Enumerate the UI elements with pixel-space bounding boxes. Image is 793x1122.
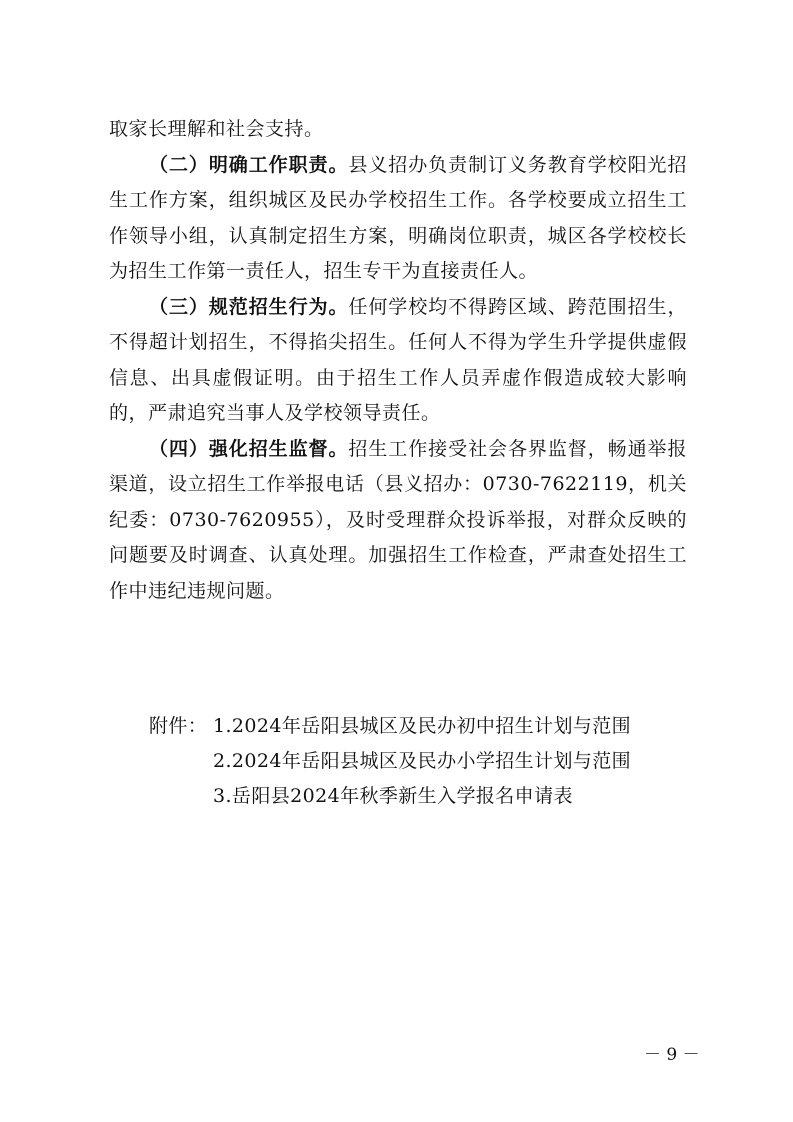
paragraph-continuation: 取家长理解和社会支持。 <box>109 118 324 140</box>
attachment-item-3: 3.岳阳县2024年秋季新生入学报名申请表 <box>213 785 573 807</box>
attachments-label: 附件： <box>149 715 208 737</box>
section-heading-enrollment-conduct: （三）规范招生行为。 <box>149 295 349 318</box>
attachment-row <box>149 744 709 779</box>
paragraph-work-duties <box>109 148 687 290</box>
paragraph-enrollment-conduct <box>109 290 687 432</box>
document-body <box>109 112 687 609</box>
section-heading-work-duties: （二）明确工作职责。 <box>149 153 349 176</box>
attachment-row <box>149 779 709 814</box>
paragraph-body-supervision: 招生工作接受社会各界监督，畅通举报渠道，设立招生工作举报电话（县义招办：0730-7622119，机关纪委：0730-7620955），及时受理群众投诉举报，对群众反映的问题要及时调查、认真处理。加强招生工作检查，严肃查处招生工作中违纪违规问题。 <box>109 437 687 602</box>
paragraph-body-enrollment-conduct: 任何学校均不得跨区域、跨范围招生，不得超计划招生，不得掐尖招生。任何人不得为学生升学提供虚假信息、出具虚假证明。由于招生工作人员弄虚作假造成较大影响的，严肃追究当事人及学校领导责任。 <box>109 295 687 424</box>
attachment-row <box>149 709 709 744</box>
page-number: － 9 － <box>644 1045 700 1065</box>
paragraph-body-work-duties: 县义招办负责制订义务教育学校阳光招生工作方案，组织城区及民办学校招生工作。各学校要成立招生工作领导小组，认真制定招生方案，明确岗位职责，城区各学校校长为招生工作第一责任人，招生专干为直接责任人。 <box>109 153 687 282</box>
section-heading-supervision: （四）强化招生监督。 <box>149 437 349 460</box>
attachment-item-2: 2.2024年岳阳县城区及民办小学招生计划与范围 <box>213 750 632 772</box>
attachments-list <box>149 709 709 814</box>
attachment-item-1: 1.2024年岳阳县城区及民办初中招生计划与范围 <box>213 715 632 737</box>
paragraph-supervision <box>109 432 687 610</box>
